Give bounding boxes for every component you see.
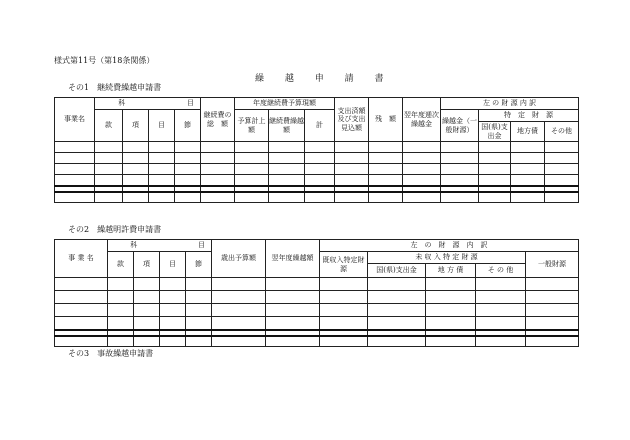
col-kuriire: 継続費繰越額	[269, 110, 305, 142]
col-kei: 計	[305, 110, 335, 142]
carryover-table	[54, 239, 579, 347]
table-row	[55, 164, 579, 175]
col-zaigen: 左 の 財 源 内 訳	[320, 240, 579, 252]
col-nendo-header: 年度継続費予算現額	[235, 98, 335, 110]
col-kan: 款	[95, 110, 123, 142]
section3-heading: その3 事故繰越申請書	[68, 349, 154, 358]
col-kou: 項	[123, 110, 149, 142]
col-kokuken: 国(県)支出金	[368, 264, 426, 278]
col-sonota: その他	[545, 122, 579, 142]
col-ka: 科	[95, 98, 149, 110]
col-moku: 目	[149, 98, 201, 110]
table-row	[55, 175, 579, 186]
table-row	[55, 278, 579, 291]
col-chihousai: 地方債	[511, 122, 545, 142]
col-jigyou: 事 業 名	[55, 240, 108, 278]
col-kou: 項	[134, 252, 160, 278]
section1-heading: その1 継続費繰越申請書	[68, 83, 162, 92]
col-moku2: 目	[149, 110, 175, 142]
col-kokuken: 国(県)支出金	[479, 122, 511, 142]
col-zangaku: 残 額	[369, 98, 403, 142]
col-yokunendo: 翌年度逓次繰越金	[403, 98, 441, 142]
col-setsu: 節	[186, 252, 212, 278]
col-moku: 目	[160, 240, 212, 252]
section2-heading: その2 繰越明許費申請書	[68, 225, 162, 234]
col-sonota: そ の 他	[476, 264, 526, 278]
col-tokutei: 特 定 財 源	[479, 110, 579, 122]
table-row	[55, 304, 579, 317]
col-yokunendo: 翌年度繰越額	[266, 240, 320, 278]
col-ka: 科	[108, 240, 160, 252]
col-kishuunyu: 既収入特定財源	[320, 252, 368, 278]
col-jigyou: 事業名	[55, 98, 95, 142]
table-row	[55, 317, 579, 330]
col-ippan: 一般財源	[526, 252, 579, 278]
col-chihousai: 地 方 債	[426, 264, 476, 278]
table-total-row	[55, 192, 579, 203]
col-yosan-kei: 予算計上額	[235, 110, 269, 142]
table-row	[55, 291, 579, 304]
table-row	[55, 142, 579, 153]
table-total-row	[55, 336, 579, 347]
page-title: 繰 越 申 請 書	[255, 74, 393, 84]
col-kan: 款	[108, 252, 134, 278]
col-mishuunyu: 未 収 入 特 定 財 源	[368, 252, 526, 264]
col-saishutsu: 歳出予算額	[212, 240, 266, 278]
col-setsu: 節	[175, 110, 201, 142]
table-row	[55, 153, 579, 164]
form-number: 様式第11号（第18条関係）	[54, 56, 155, 65]
col-shishutsu: 支出済額及び支出見込額	[335, 98, 369, 142]
col-zaigen: 左 の 財 源 内 訳	[441, 98, 579, 110]
continuing-expense-table	[54, 97, 579, 203]
col-kurikoshi-kin: 繰越金（一般財源）	[441, 110, 479, 142]
col-keizoku-total: 継続費の総 額	[201, 98, 235, 142]
col-moku2: 目	[160, 252, 186, 278]
